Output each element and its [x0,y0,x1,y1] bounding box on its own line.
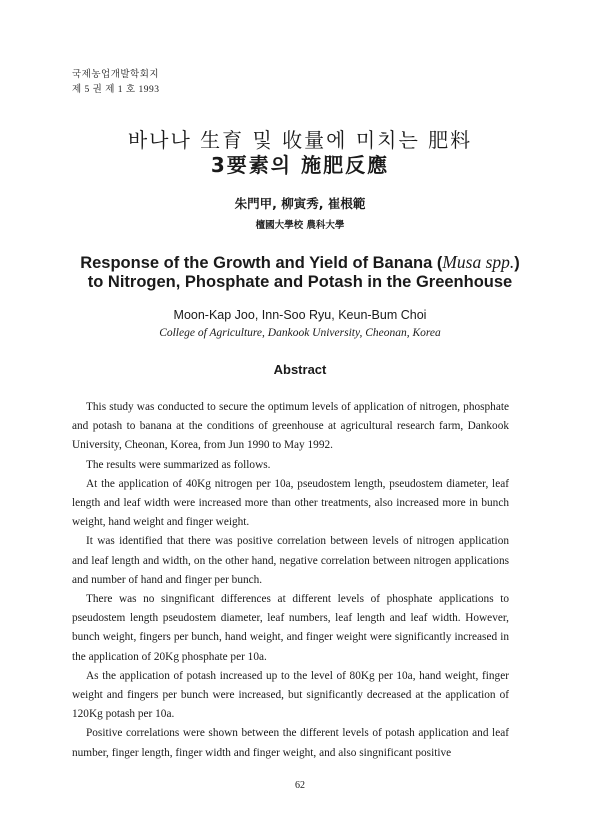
english-affiliation: College of Agriculture, Dankook University, Cheonan, Korea [159,327,441,339]
english-title-italic: Musa spp. [442,252,515,272]
english-title-post: ) [514,254,520,272]
english-title-line1 [0,252,600,273]
journal-info [72,68,159,98]
abstract-paragraph: There was no singnificant differences at different levels of phosphate applications to pseudostem length pseudostem diameter, leaf numbers, leaf length and leaf width. However, bunch weight, fingers per bunch, hand weight, and finger weight were significantly increased in the application of 20Kg phosphate per 10a. [72,593,509,663]
english-title-pre: Response of the Growth and Yield of Banana ( [80,254,443,272]
abstract-paragraph: At the application of 40Kg nitrogen per 10a, pseudostem length, pseudostem diameter, leaf length and leaf width were increased more than other treatments, also increased more in bunch weight, hand weight and finger weight. [72,477,509,529]
abstract-paragraph: This study was conducted to secure the optimum levels of application of nitrogen, phosphate and potash to banana at the conditions of greenhouse at agricultural research farm, Dankook University, Cheonan, Korea, from Jun 1990 to May 1992. [72,401,509,452]
journal-volume: 제 5 권 제 1 호 1993 [72,85,160,95]
abstract-paragraph: The results were summarized as follows. [86,458,271,471]
abstract-paragraph: Positive correlations were shown between the different levels of potash application and leaf number, finger length, finger width and finger weight, and also singnificant positive [72,727,509,759]
abstract-paragraph: It was identified that there was positive correlation between levels of nitrogen application and leaf length and width, on the other hand, negative correlation between nitrogen applications and number of hand and finger per bunch. [72,535,509,586]
abstract-paragraph: As the application of potash increased up to the level of 80Kg per 10a, hand weight, finger weight and fingers per bunch were increased, but significantly decreased at the application of 120Kg potash per 10a. [72,669,509,721]
english-authors: Moon-Kap Joo, Inn-Soo Ryu, Keun-Bum Choi [173,308,427,322]
abstract-heading: Abstract [273,362,327,377]
journal-name: 국제농업개발학회지 [72,70,160,80]
korean-authors: 朱門甲, 柳寅秀, 崔根範 [234,196,366,211]
korean-affiliation: 檀國大學校 農科大學 [255,220,345,231]
abstract-body [72,398,509,763]
english-title-line2: to Nitrogen, Phosphate and Potash in the Greenhouse [87,273,513,291]
page-number: 62 [295,780,305,791]
korean-title-line2: 3要素의 施肥反應 [210,153,390,177]
korean-title-line1: 바나나 生育 및 收量에 미치는 肥料 [127,128,473,152]
